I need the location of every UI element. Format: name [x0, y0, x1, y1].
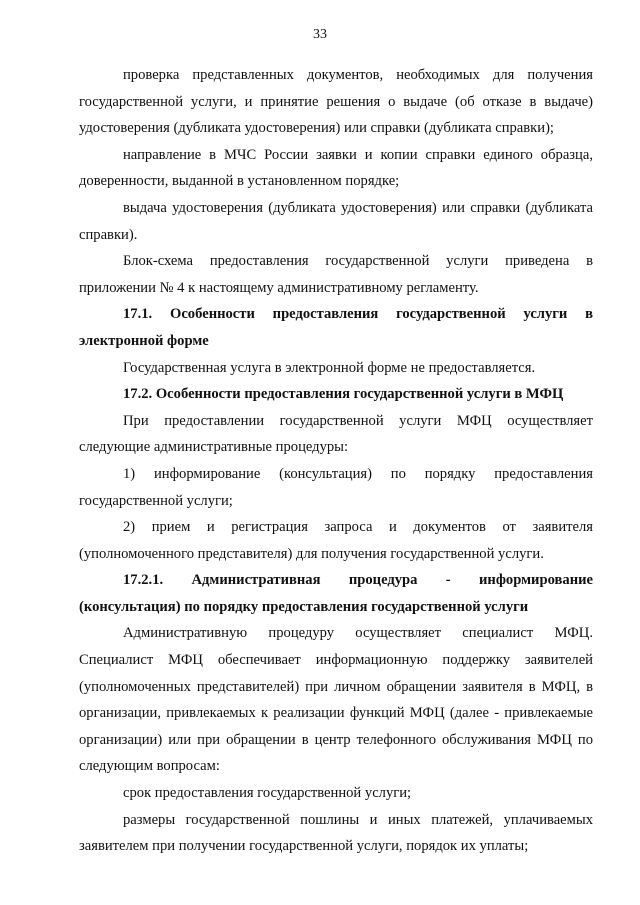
paragraph: проверка представленных документов, необходимых для получения государственной услуги, и принятие решения о выдаче (об отказе в выдаче) удостоверения (дубликата удостоверения) или справки (дубликата справки); — [79, 67, 593, 137]
paragraph: размеры государственной пошлины и иных платежей, уплачиваемых заявителем при получении государственной услуги, порядок их уплаты; — [79, 811, 593, 855]
paragraph: направление в МЧС России заявки и копии справки единого образца, доверенности, выданной в установленном порядке; — [79, 146, 593, 190]
paragraph: Административную процедуру осуществляет специалист МФЦ. Специалист МФЦ обеспечивает информационную поддержку заявителей (уполномоченных представителей) при личном обращении заявителя в МФЦ, в организации, привлекаемых к реализации функций МФЦ (далее - привлекаемые организации) или при обращении в центр телефонного обслуживания МФЦ по следующим вопросам: — [79, 625, 593, 775]
paragraph: 1) информирование (консультация) по порядку предоставления государственной услуги; — [79, 465, 593, 509]
paragraph: срок предоставления государственной услуги; — [123, 785, 412, 802]
paragraph: Государственная услуга в электронной форме не предоставляется. — [123, 359, 536, 376]
section-heading: 17.1. Особенности предоставления государственной услуги в электронной форме — [79, 306, 593, 349]
paragraph: выдача удостоверения (дубликата удостоверения) или справки (дубликата справки). — [79, 199, 593, 243]
page-number: 33 — [313, 27, 327, 42]
paragraph: 2) прием и регистрация запроса и документов от заявителя (уполномоченного представителя) для получения государственной услуги. — [79, 519, 593, 562]
section-heading: 17.2.1. Административная процедура - информирование (консультация) по порядку предоставления государственной услуги — [79, 572, 593, 615]
section-heading: 17.2. Особенности предоставления государственной услуги в МФЦ — [123, 386, 564, 403]
document-body — [79, 62, 593, 860]
paragraph: Блок-схема предоставления государственной услуги приведена в приложении № 4 к настоящему административному регламенту. — [79, 253, 593, 296]
paragraph: При предоставлении государственной услуги МФЦ осуществляет следующие административные процедуры: — [79, 412, 593, 456]
